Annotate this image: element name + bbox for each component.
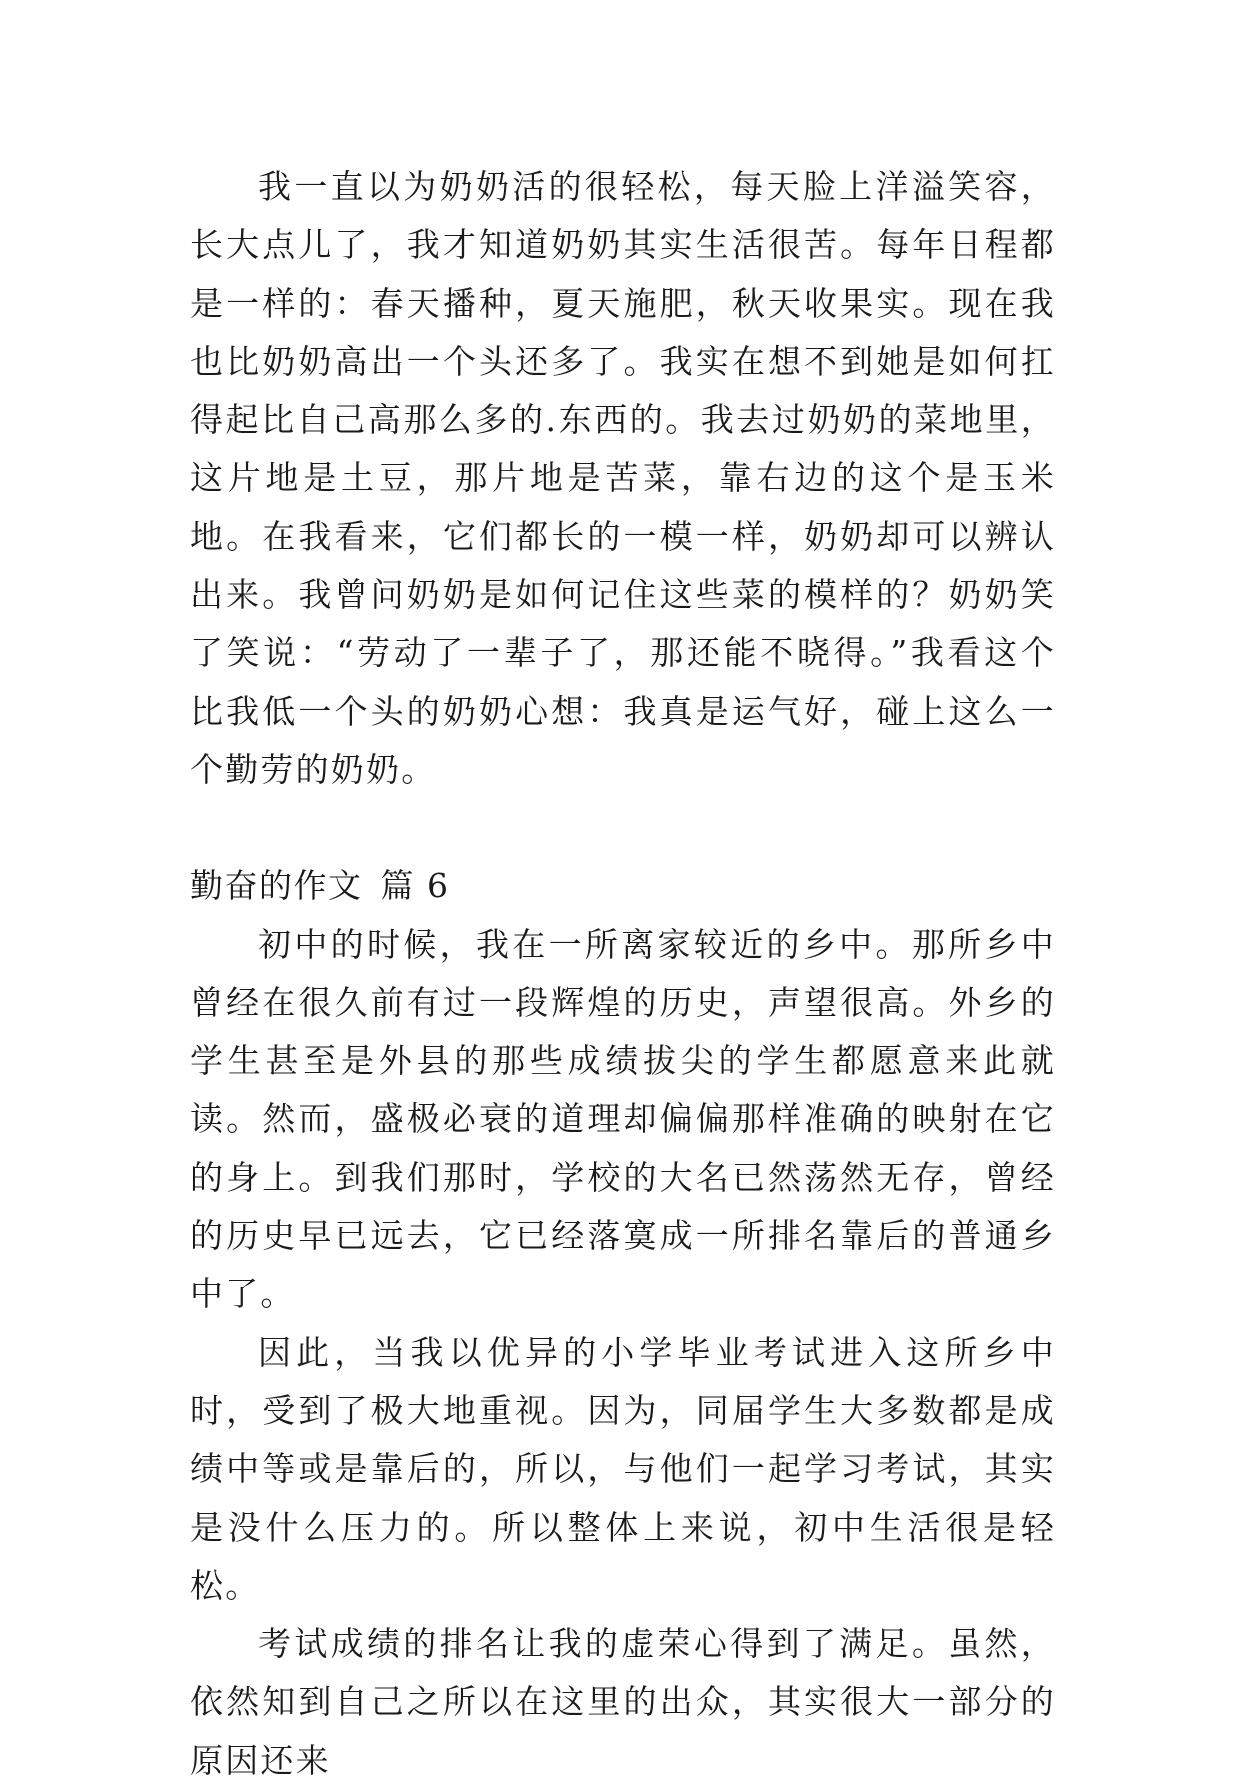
heading-title: 勤奋的作文 <box>190 866 363 906</box>
paragraph-exam-entry: 因此，当我以优异的小学毕业考试进入这所乡中时，受到了极大地重视。因为，同届学生大多数都是成绩中等或是靠后的，所以，与他们一起学习考试，其实是没什么压力的。所以整体上来说，初中生活很是轻松。 <box>190 1332 1056 1605</box>
heading-number: 篇 6 <box>380 866 450 906</box>
paragraph-grandma: 我一直以为奶奶活的很轻松，每天脸上洋溢笑容，长大点儿了，我才知道奶奶其实生活很苦。每年日程都是一样的：春天播种，夏天施肥，秋天收果实。现在我也比奶奶高出一个头还多了。我实在想不到她是如何扛得起比自己高那么多的.东西的。我去过奶奶的菜地里，这片地是土豆，那片地是苦菜，靠右边的这个是玉米地。在我看来，它们都长的一模一样，奶奶却可以辨认出来。我曾问奶奶是如何记住这些菜的模样的？奶奶笑了笑说：“劳动了一辈子了，那还能不晓得。”我看这个比我低一个头的奶奶心想：我真是运气好，碰上这么一个勤劳的奶奶。 <box>190 167 1056 789</box>
paragraph-middle-school: 初中的时候，我在一所离家较近的乡中。那所乡中曾经在很久前有过一段辉煌的历史，声望很高。外乡的学生甚至是外县的那些成绩拔尖的学生都愿意来此就读。然而，盛极必衰的道理却偏偏那样准确的映射在它的身上。到我们那时，学校的大名已然荡然无存，曾经的历史早已远去，它已经落寞成一所排名靠后的普通乡中了。 <box>190 924 1056 1314</box>
document-body <box>190 158 1056 1790</box>
paragraph-ranking: 考试成绩的排名让我的虚荣心得到了满足。虽然，依然知到自己之所以在这里的出众，其实很大一部分的原因还来 <box>190 1624 1056 1780</box>
section-heading <box>190 857 1056 915</box>
